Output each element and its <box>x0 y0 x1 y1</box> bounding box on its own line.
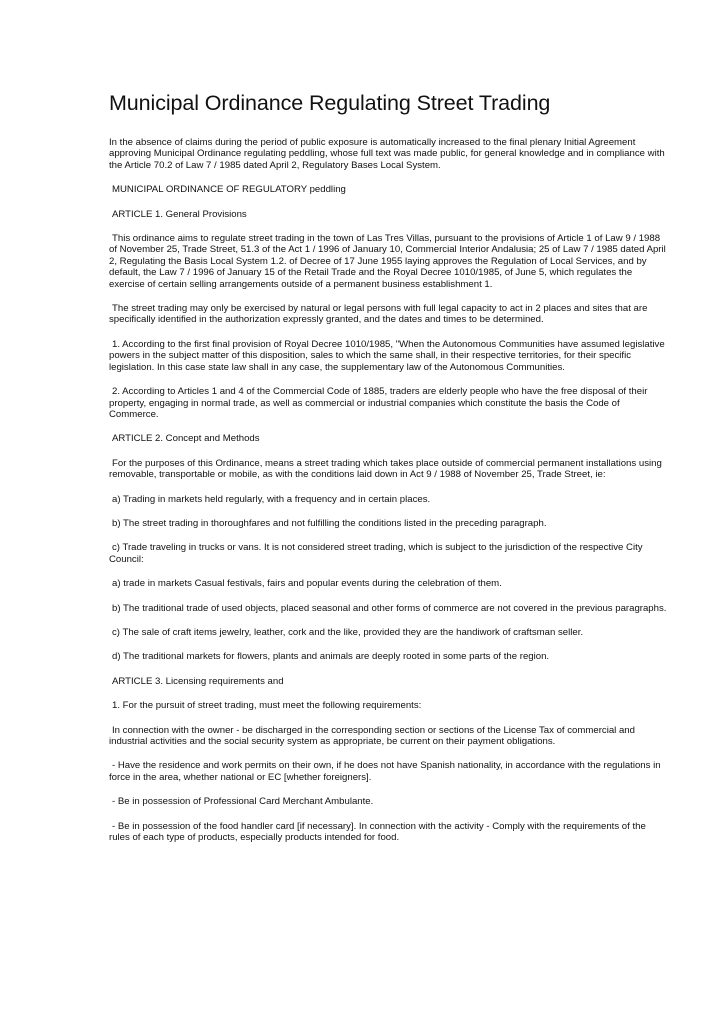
article-2-exclusion-c: c) The sale of craft items jewelry, leather, cork and the like, provided they are the handiwork of craftsman seller. <box>112 626 584 638</box>
document-body <box>109 137 669 856</box>
article-3-residence-requirement: - Have the residence and work permits on their own, if he does not have Spanish nationality, in accordance with the regulations in force in the area, whether national or EC [whether foreigners]. <box>109 760 661 783</box>
article-2-heading: ARTICLE 2. Concept and Methods <box>112 433 260 445</box>
article-1-heading: ARTICLE 1. General Provisions <box>112 208 247 220</box>
article-2-item-c: c) Trade traveling in trucks or vans. It is not considered street trading, which is subject to the jurisdiction of the respective City Council: <box>109 542 643 565</box>
article-3-item-1: 1. For the pursuit of street trading, must meet the following requirements: <box>112 700 422 712</box>
article-2-item-a: a) Trading in markets held regularly, with a frequency and in certain places. <box>112 493 431 505</box>
intro-paragraph: In the absence of claims during the period of public exposure is automatically increased to the final plenary Initial Agreement approving Municipal Ordinance regulating peddling, whose full text was made public, for general knowledge and in compliance with the Article 70.2 of Law 7 / 1985 dated April 2, Regulatory Bases Local System. <box>109 137 665 171</box>
article-3-card-requirement: - Be in possession of Professional Card Merchant Ambulante. <box>112 796 374 808</box>
article-2-exclusion-a: a) trade in markets Casual festivals, fairs and popular events during the celebration of them. <box>112 578 502 590</box>
article-2-item-b: b) The street trading in thoroughfares and not fulfilling the conditions listed in the preceding paragraph. <box>112 517 547 529</box>
article-2-exclusion-b: b) The traditional trade of used objects, placed seasonal and other forms of commerce are not covered in the previous paragraphs. <box>112 602 667 614</box>
article-2-paragraph-definition: For the purposes of this Ordinance, means a street trading which takes place outside of commercial permanent installations using removable, transportable or mobile, as with the conditions laid down in Act 9 / 1988 of November 25, Trade Street, ie: <box>109 457 662 481</box>
article-1-footnote-1: 1. According to the first final provision of Royal Decree 1010/1985, "When the Autonomous Communities have assumed legislative powers in the subject matter of this disposition, sales to which the same shall, in their respective territories, for their specific legislation. In this case state law shall in any case, the supplementary law of the Autonomous Communities. <box>109 338 665 373</box>
article-1-footnote-2: 2. According to Articles 1 and 4 of the Commercial Code of 1885, traders are elderly people who have the free disposal of their property, engaging in normal trade, as well as commercial or industrial companies which constitute the basis the Code of Commerce. <box>109 386 648 420</box>
ordinance-heading: MUNICIPAL ORDINANCE OF REGULATORY peddling <box>112 184 346 196</box>
article-3-heading: ARTICLE 3. Licensing requirements and <box>112 675 284 687</box>
article-3-owner-requirement: In connection with the owner - be discharged in the corresponding section or sections of the License Tax of commercial and industrial activities and the social security system as appropriate, be current on their payment obligations. <box>109 724 635 747</box>
article-1-paragraph-persons: The street trading may only be exercised by natural or legal persons with full legal capacity to act in 2 places and sites that are specifically identified in the authorization expressly granted, and the dates and times to be determined. <box>109 303 648 326</box>
article-1-paragraph-scope: This ordinance aims to regulate street trading in the town of Las Tres Villas, pursuant to the provisions of Article 1 of Law 9 / 1988 of November 25, Trade Street, 51.3 of the Act 1 / 1996 of January 10, Commercial Interior Andalusia; 25 of Law 7 / 1985 dated April 2, Regulating the Basis Local System 1.2. of Decree of 17 June 1955 laying approves the Regulation of Local Services, and by default, the Law 7 / 1996 of January 15 of the Retail Trade and the Royal Decree 1010/1985, of June 5, which regulates the exercise of certain selling arrangements outside of a permanent business establishment 1. <box>109 233 666 290</box>
article-2-exclusion-d: d) The traditional markets for flowers, plants and animals are deeply rooted in some parts of the region. <box>112 651 550 663</box>
page-title: Municipal Ordinance Regulating Street Trading <box>109 91 551 115</box>
article-3-food-requirement: - Be in possession of the food handler card [if necessary]. In connection with the activity - Comply with the requirements of the rules of each type of products, especially products intended for food. <box>109 820 646 844</box>
